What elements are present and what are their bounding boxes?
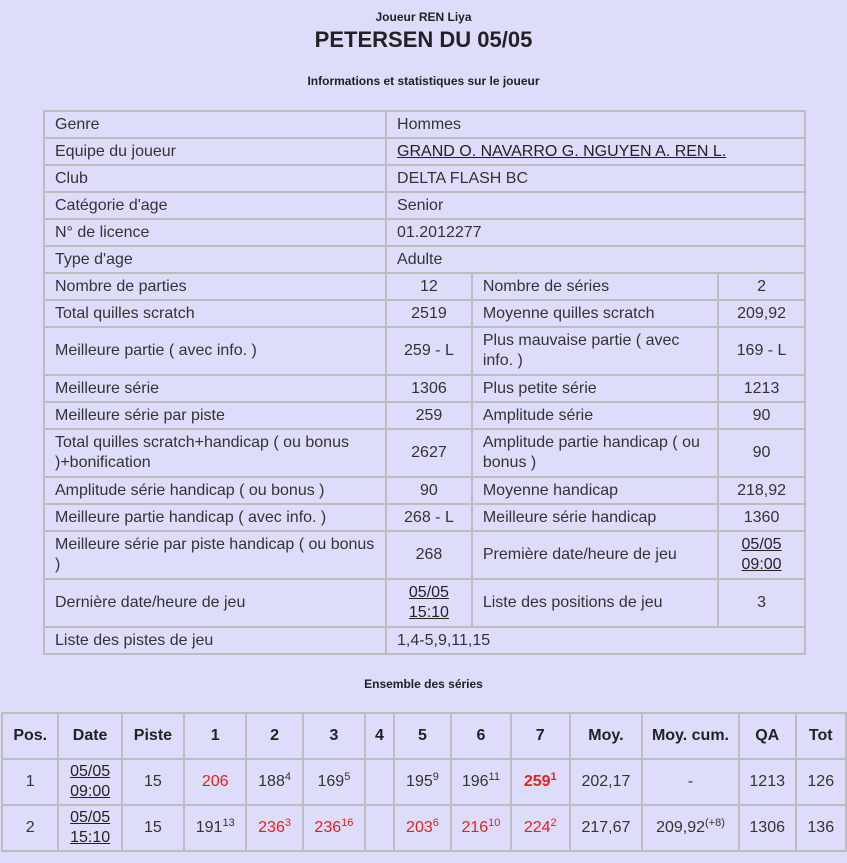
col-header: 4 <box>365 713 394 759</box>
stat-row <box>44 273 805 300</box>
lane-cell: 15 <box>122 805 184 851</box>
game-score <box>365 759 394 805</box>
stat-label: Total quilles scratch <box>44 300 386 327</box>
stat-label: Liste des positions de jeu <box>472 579 718 627</box>
stat-value: 259 <box>386 402 472 429</box>
player-label: Joueur REN Liya <box>375 10 472 24</box>
info-row-genre <box>44 111 805 138</box>
stat-row <box>44 327 805 375</box>
stat-label: Dernière date/heure de jeu <box>44 579 386 627</box>
game-score <box>365 805 394 851</box>
series-date-link[interactable]: 05/05 15:10 <box>70 809 111 846</box>
stat-value: 169 - L <box>718 327 805 375</box>
stat-label: Meilleure série <box>44 375 386 402</box>
stat-label: Amplitude série handicap ( ou bonus ) <box>44 477 386 504</box>
stat-label: Meilleure partie handicap ( avec info. ) <box>44 504 386 531</box>
stat-row <box>44 402 805 429</box>
col-header: QA <box>739 713 796 759</box>
game-score: $224^2$ <box>511 805 570 851</box>
info-label: Club <box>44 165 386 192</box>
game-score: 206 <box>184 759 246 805</box>
stat-value: 90 <box>718 402 805 429</box>
stat-label: Total quilles scratch+handicap ( ou bonus )+bonification <box>44 429 386 477</box>
stat-value: 218,92 <box>718 477 805 504</box>
average-cell: 202,17 <box>570 759 642 805</box>
stat-value: 1306 <box>386 375 472 402</box>
game-score: $188^4$ <box>246 759 302 805</box>
stat-row <box>44 375 805 402</box>
stat-value: 1213 <box>718 375 805 402</box>
stat-label: Moyenne handicap <box>472 477 718 504</box>
series-row <box>2 759 846 805</box>
series-table <box>1 712 847 852</box>
col-header: 7 <box>511 713 570 759</box>
stat-value: 2519 <box>386 300 472 327</box>
stat-label: Plus mauvaise partie ( avec info. ) <box>472 327 718 375</box>
col-header: Moy. cum. <box>642 713 739 759</box>
stat-row <box>44 300 805 327</box>
info-row-lanes <box>44 627 805 654</box>
series-date-link[interactable]: 05/05 09:00 <box>70 763 111 800</box>
stat-label: Amplitude série <box>472 402 718 429</box>
stat-value: 268 <box>386 531 472 579</box>
game-score: $196^{11}$ <box>451 759 511 805</box>
game-score: $236^{16}$ <box>303 805 365 851</box>
col-header: 1 <box>184 713 246 759</box>
stat-value: 268 - L <box>386 504 472 531</box>
stat-row <box>44 504 805 531</box>
col-header: Piste <box>122 713 184 759</box>
info-value: Adulte <box>386 246 805 273</box>
stat-row <box>44 477 805 504</box>
first-date-cell <box>718 531 805 579</box>
info-value: 01.2012277 <box>386 219 805 246</box>
pos-cell: 1 <box>2 759 58 805</box>
page-title: PETERSEN DU 05/05 <box>314 27 533 52</box>
first-date-link[interactable]: 05/05 09:00 <box>741 536 782 573</box>
stat-label: Amplitude partie handicap ( ou bonus ) <box>472 429 718 477</box>
lane-cell: 15 <box>122 759 184 805</box>
info-label: Equipe du joueur <box>44 138 386 165</box>
date-cell <box>58 805 121 851</box>
game-score: $259^1$ <box>511 759 570 805</box>
stat-label: Meilleure partie ( avec info. ) <box>44 327 386 375</box>
info-value: 1,4-5,9,11,15 <box>386 627 805 654</box>
average-cell: 217,67 <box>570 805 642 851</box>
stat-row <box>44 531 805 579</box>
stat-value: 90 <box>386 477 472 504</box>
info-section-title: Informations et statistiques sur le joueur <box>307 74 540 88</box>
stat-label: Moyenne quilles scratch <box>472 300 718 327</box>
info-value: DELTA FLASH BC <box>386 165 805 192</box>
total-cell: 136 <box>796 805 846 851</box>
last-date-link[interactable]: 05/05 15:10 <box>408 584 449 621</box>
info-label: Genre <box>44 111 386 138</box>
team-link[interactable]: GRAND O. NAVARRO G. NGUYEN A. REN L. <box>397 142 727 160</box>
col-header: Pos. <box>2 713 58 759</box>
info-row-age-category <box>44 192 805 219</box>
series-section-title: Ensemble des séries <box>364 677 483 691</box>
total-cell: 126 <box>796 759 846 805</box>
stat-label: Nombre de séries <box>472 273 718 300</box>
player-info-table <box>43 110 806 655</box>
series-header-row <box>2 713 846 759</box>
info-label: Type d'age <box>44 246 386 273</box>
cum-average-cell: $209,92^{(+8)}$ <box>642 805 739 851</box>
stat-value: 3 <box>718 579 805 627</box>
col-header: Moy. <box>570 713 642 759</box>
game-score: $169^5$ <box>303 759 365 805</box>
game-score: $203^6$ <box>394 805 451 851</box>
qa-cell: 1213 <box>739 759 796 805</box>
col-header: 2 <box>246 713 302 759</box>
stat-value: 2 <box>718 273 805 300</box>
col-header: 6 <box>451 713 511 759</box>
stat-value: 209,92 <box>718 300 805 327</box>
info-row-age-type <box>44 246 805 273</box>
col-header: 3 <box>303 713 365 759</box>
pos-cell: 2 <box>2 805 58 851</box>
stat-value: 259 - L <box>386 327 472 375</box>
stat-label: Meilleure série handicap <box>472 504 718 531</box>
info-row-team <box>44 138 805 165</box>
cum-average-cell: - <box>642 759 739 805</box>
game-score: $191^{13}$ <box>184 805 246 851</box>
info-row-licence <box>44 219 805 246</box>
series-row <box>2 805 846 851</box>
col-header: Tot <box>796 713 846 759</box>
info-value: Hommes <box>386 111 805 138</box>
info-value: Senior <box>386 192 805 219</box>
stat-label: Meilleure série par piste handicap ( ou bonus ) <box>44 531 386 579</box>
game-score: $195^9$ <box>394 759 451 805</box>
col-header: 5 <box>394 713 451 759</box>
info-label: Catégorie d'age <box>44 192 386 219</box>
stat-row <box>44 579 805 627</box>
info-row-club <box>44 165 805 192</box>
stat-value: 1360 <box>718 504 805 531</box>
game-score: $236^3$ <box>246 805 302 851</box>
stat-row <box>44 429 805 477</box>
stat-value: 12 <box>386 273 472 300</box>
stat-label: Meilleure série par piste <box>44 402 386 429</box>
stat-label: Plus petite série <box>472 375 718 402</box>
info-label: N° de licence <box>44 219 386 246</box>
date-cell <box>58 759 121 805</box>
stat-value: 2627 <box>386 429 472 477</box>
col-header: Date <box>58 713 121 759</box>
info-label: Liste des pistes de jeu <box>44 627 386 654</box>
stat-label: Nombre de parties <box>44 273 386 300</box>
qa-cell: 1306 <box>739 805 796 851</box>
stat-label: Première date/heure de jeu <box>472 531 718 579</box>
last-date-cell <box>386 579 472 627</box>
game-score: $216^{10}$ <box>451 805 511 851</box>
stat-value: 90 <box>718 429 805 477</box>
